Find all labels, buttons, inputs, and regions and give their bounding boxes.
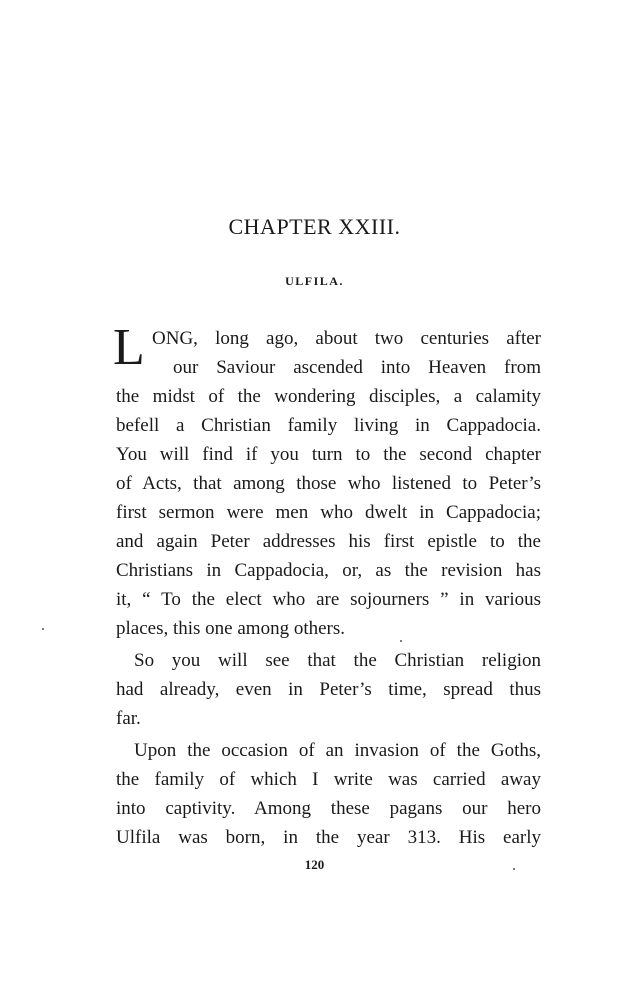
text-line: first sermon were men who dwelt in Cappadocia; [116, 502, 541, 523]
drop-cap: L [113, 319, 145, 376]
paper-speck [513, 868, 515, 870]
page-number: 120 [304, 857, 325, 872]
text-line: it, “ To the elect who are sojourners ” in various [116, 589, 541, 610]
paper-speck [400, 640, 402, 642]
chapter-heading: CHAPTER XXIII. [228, 214, 401, 239]
paper-speck [42, 628, 44, 630]
text-line: had already, even in Peter’s time, spread thus [116, 679, 541, 700]
text-line: Upon the occasion of an invasion of the Goths, [134, 740, 541, 761]
text-line: So you will see that the Christian religion [134, 650, 541, 671]
text-line: the midst of the wondering disciples, a calamity [116, 386, 541, 407]
text-line: of Acts, that among those who listened to Peter’s [116, 473, 541, 494]
text-line: befell a Christian family living in Cappadocia. [116, 415, 541, 436]
text-line: our Saviour ascended into Heaven from [173, 357, 541, 378]
text-line: far. [116, 708, 141, 729]
chapter-subtitle: ULFILA. [285, 274, 344, 288]
text-line: the family of which I write was carried away [116, 769, 541, 790]
text-line: You will find if you turn to the second chapter [116, 444, 541, 465]
text-line: and again Peter addresses his first epistle to the [116, 531, 541, 552]
text-line: Christians in Cappadocia, or, as the revision has [116, 560, 541, 581]
text-line: ONG, long ago, about two centuries after [152, 328, 541, 349]
text-line: Ulfila was born, in the year 313. His early [116, 827, 541, 848]
text-line: places, this one among others. [116, 618, 346, 639]
text-line: into captivity. Among these pagans our hero [116, 798, 541, 819]
